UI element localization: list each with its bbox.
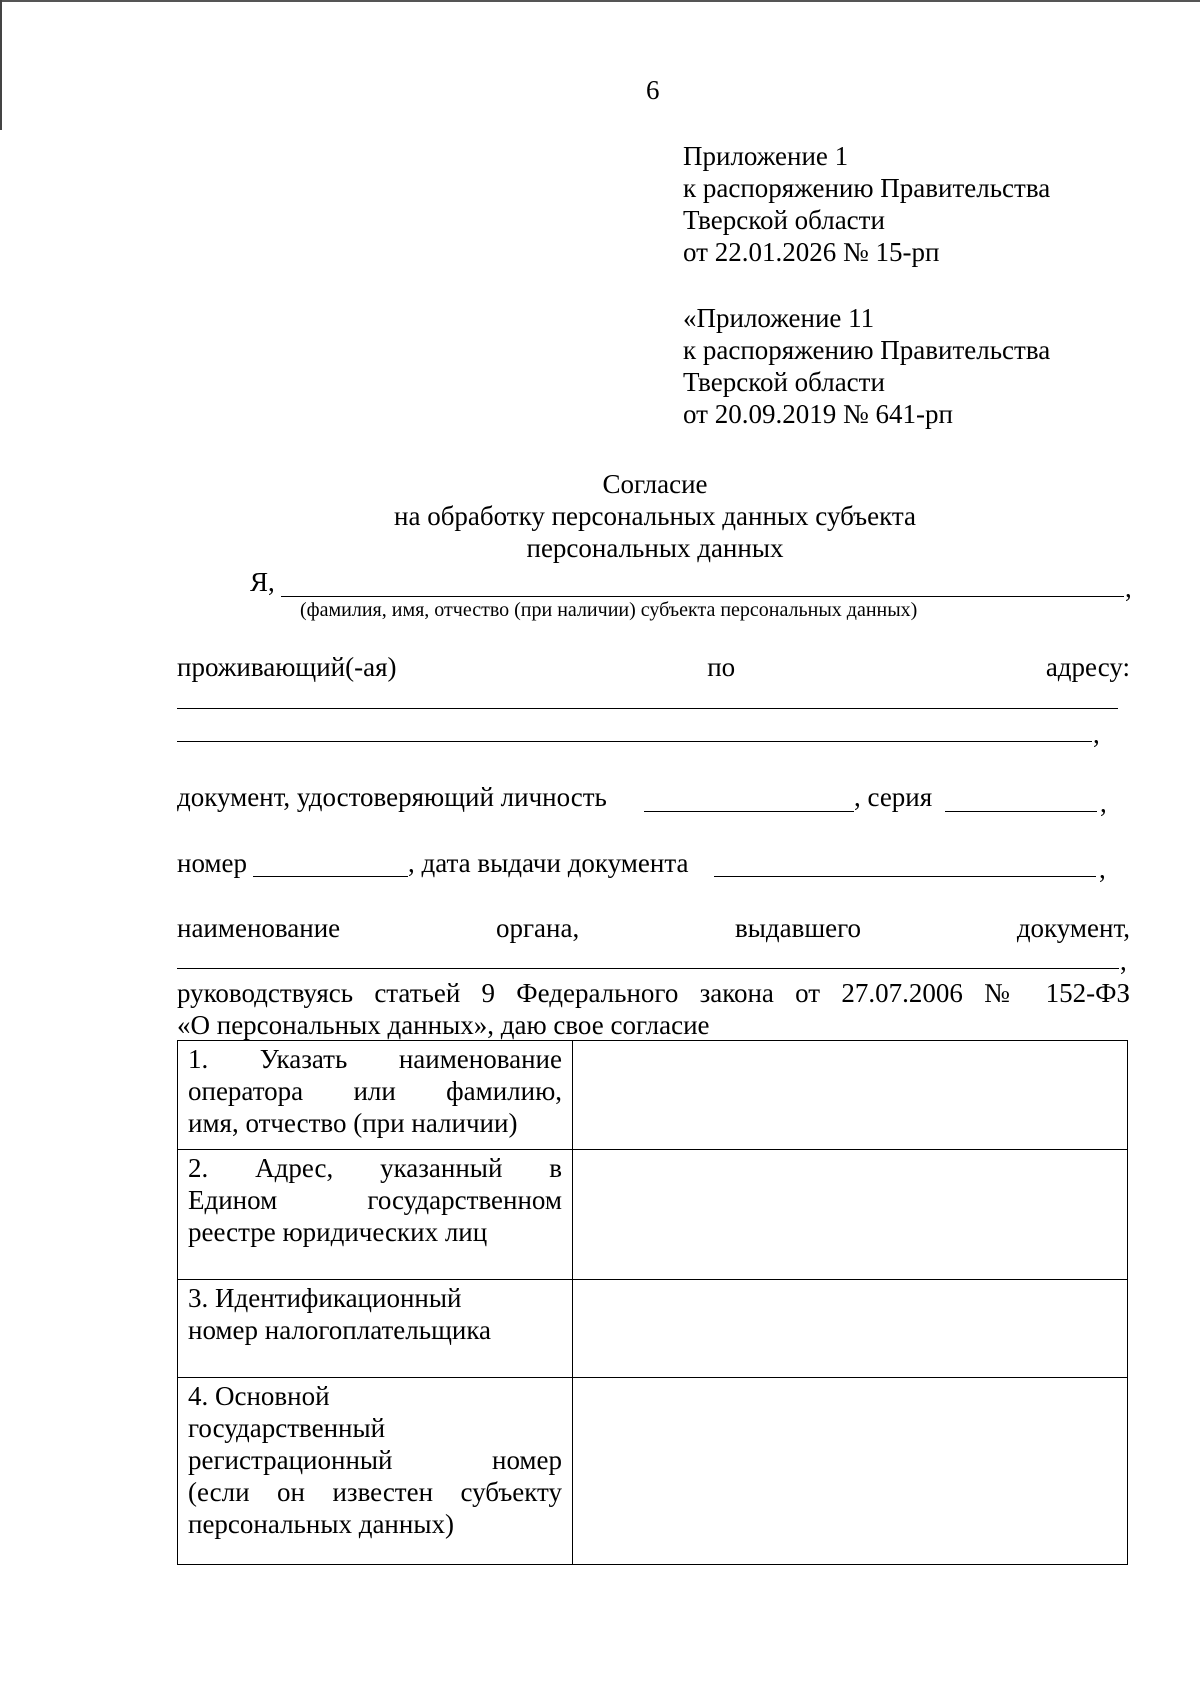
address-word: проживающий(-ая) [177,652,397,682]
operator-address-cell[interactable] [573,1150,1128,1280]
issuer-word: наименование [177,913,341,943]
address-label-line [177,651,1130,683]
page-number: 6 [646,75,660,105]
appendix-11-line: к распоряжению Правительства [683,335,1051,365]
scan-edge-left [0,0,2,130]
document-type-field[interactable] [644,811,854,812]
issuer-word: выдавшего [734,913,862,943]
table-row [178,1041,1128,1150]
address-word: по [707,652,736,682]
row-label-line: номер налогоплательщика [188,1315,492,1345]
issuer-label-line [177,912,1130,944]
document-title [300,468,1010,564]
consent-text-line-2: «О персональных данных», даю свое согласие [177,1010,710,1040]
issuer-suffix: , [1120,946,1127,976]
row-label-line: 4. Основной [188,1381,330,1411]
row-label-line: 3. Идентификационный [188,1283,462,1313]
document-series-field[interactable] [945,811,1097,812]
row-label-line: реестре юридических лиц [188,1217,488,1247]
issue-date-label: , дата выдачи документа [408,848,689,878]
appendix-11-header [683,302,1103,430]
row-label-line: персональных данных) [188,1509,454,1539]
number-line-suffix: , [1099,854,1106,884]
appendix-1-line: Приложение 1 [683,141,849,171]
row-label [178,1280,573,1378]
appendix-11-line: «Приложение 11 [683,303,875,333]
appendix-1-header [683,140,1103,268]
document-series-label: , серия [854,782,933,812]
address-word: адресу: [1045,652,1130,682]
row-label-line: 1. Указать наименование [188,1044,562,1074]
address-field-line-1[interactable] [177,708,1118,709]
row-label [178,1378,573,1565]
issuer-word: документ, [1016,913,1130,943]
subject-suffix: , [1125,573,1132,603]
row-label-line: оператора или фамилию, [188,1076,562,1106]
row-label [178,1150,573,1280]
issue-date-field[interactable] [714,876,1096,877]
number-label: номер [177,848,248,878]
document-number-field[interactable] [253,876,408,877]
row-label-line: Едином государственном [188,1185,562,1215]
issuer-field[interactable] [177,968,1119,969]
scan-edge-top [0,0,1200,2]
row-label-line: регистрационный номер [188,1445,562,1475]
subject-name-field[interactable] [281,596,1124,597]
operator-inn-cell[interactable] [573,1280,1128,1378]
appendix-1-line: к распоряжению Правительства [683,173,1051,203]
consent-text-line-1: руководствуясь статьей 9 Федерального закона от 27.07.2006 № 152-ФЗ [177,978,1130,1008]
row-label-line: 2. Адрес, указанный в [188,1153,562,1183]
row-label-line: государственный [188,1413,386,1443]
subject-prefix: Я, [250,567,275,597]
address-suffix: , [1093,719,1100,749]
row-label-line: имя, отчество (при наличии) [188,1108,518,1138]
table-row [178,1150,1128,1280]
title-line: Согласие [602,469,708,499]
appendix-1-line: от 22.01.2026 № 15-рп [683,237,940,267]
appendix-11-line: от 20.09.2019 № 641-рп [683,399,953,429]
document-suffix: , [1100,788,1107,818]
table-row [178,1280,1128,1378]
title-line: персональных данных [526,533,784,563]
row-label-line: (если он известен субъекту [188,1477,562,1507]
appendix-1-line: Тверской области [683,205,885,235]
address-field-line-2[interactable] [177,741,1092,742]
title-line: на обработку персональных данных субъекта [394,501,916,531]
row-label [178,1041,573,1150]
operator-ogrn-cell[interactable] [573,1378,1128,1565]
appendix-11-line: Тверской области [683,367,885,397]
issuer-word: органа, [495,913,580,943]
operator-table [177,1040,1128,1565]
subject-name-hint: (фамилия, имя, отчество (при наличии) субъекта персональных данных) [300,599,918,621]
document-label: документ, удостоверяющий личность [177,782,607,812]
table-row [178,1378,1128,1565]
operator-name-cell[interactable] [573,1041,1128,1150]
